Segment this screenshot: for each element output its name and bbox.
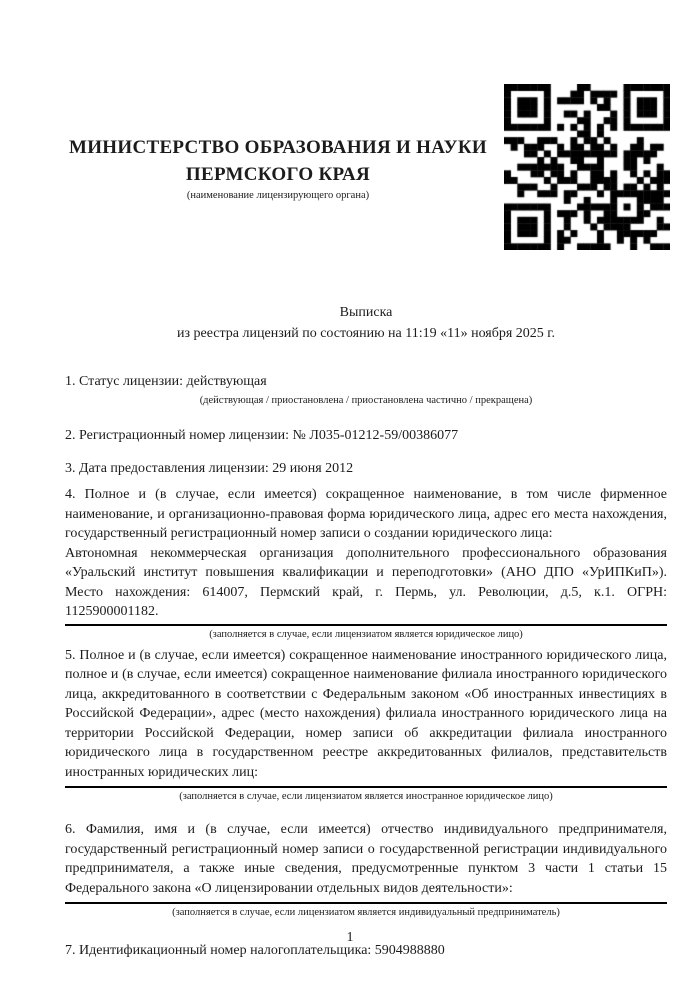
ministry-name-line2: ПЕРМСКОГО КРАЯ bbox=[185, 164, 371, 185]
individual-entrepreneur-caption: (заполняется в случае, если лицензиатом является индивидуальный предприниматель) bbox=[172, 907, 560, 918]
field-grant-date: 3. Дата предоставления лицензии: 29 июня 2012 bbox=[65, 461, 354, 476]
licensing-authority-header bbox=[65, 134, 491, 203]
ministry-name-line1: МИНИСТЕРСТВО ОБРАЗОВАНИЯ И НАУКИ bbox=[68, 137, 488, 158]
field-individual-entrepreneur bbox=[65, 820, 667, 919]
individual-entrepreneur-blank-line bbox=[65, 902, 667, 904]
foreign-entity-label: 5. Полное и (в случае, если имеется) сокращенное наименование иностранного юридического лица, полное и (в случае, если имеется) сокращенное наименование филиала иностранного юридического лица, аккредитованного в соответствии с Федеральным законом «Об иностранных инвестициях в Российской Федерации», адрес (место нахождения) филиала иностранного юридического лица на территории Российской Федерации, номер записи об аккредитации филиала иностранного юридического лица в государственном реестре аккредитованных филиалов, представительств иностранных юридических лиц: bbox=[65, 647, 667, 780]
field-foreign-entity bbox=[65, 646, 667, 804]
legal-entity-label: 4. Полное и (в случае, если имеется) сокращенное наименование, в том числе фирменное наименование, и организационно-правовая форма юридического лица, адрес его места нахождения, государственный регистрационный номер записи о создании юридического лица: bbox=[65, 487, 667, 541]
field-registration-number: 2. Регистрационный номер лицензии: № Л035-01212-59/00386077 bbox=[65, 428, 459, 443]
legal-entity-caption: (заполняется в случае, если лицензиатом является юридическое лицо) bbox=[209, 628, 523, 640]
foreign-entity-caption: (заполняется в случае, если лицензиатом является иностранное юридическое лицо) bbox=[179, 791, 553, 802]
document-title bbox=[65, 302, 667, 344]
field-legal-entity bbox=[65, 485, 667, 641]
title-line1: Выписка bbox=[339, 305, 393, 320]
title-line2: из реестра лицензий по состоянию на 11:19 «11» ноября 2025 г. bbox=[177, 326, 555, 341]
field-license-status bbox=[65, 372, 667, 407]
legal-entity-value: Автономная некоммерческая организация дополнительного профессионального образования «Уральский институт повышения квалификации и переподготовки» (АНО ДПО «УрИПКиП»). Место нахождения: 614007, Пермский край, г. Пермь, ул. Революции, д.5, к.1. ОГРН: 1125900001182. bbox=[65, 544, 667, 626]
individual-entrepreneur-label: 6. Фамилия, имя и (в случае, если имеется) отчество индивидуального предпринимателя, государственный регистрационный номер записи о государственной регистрации индивидуального предпринимателя, а также иные сведения, предусмотренные пунктом 3 части 1 статьи 15 Федерального закона «О лицензировании отдельных видов деятельности»: bbox=[65, 822, 667, 896]
document-content bbox=[65, 0, 667, 961]
field-inn: 7. Идентификационный номер налогоплательщика: 5904988880 bbox=[65, 943, 445, 958]
page-number: 1 bbox=[346, 930, 354, 945]
ministry-caption: (наименование лицензирующего органа) bbox=[186, 190, 370, 201]
license-status-caption: (действующая / приостановлена / приостановлена частично / прекращена) bbox=[199, 395, 533, 406]
license-status-text: 1. Статус лицензии: действующая bbox=[65, 374, 267, 389]
foreign-entity-blank-line bbox=[65, 786, 667, 788]
